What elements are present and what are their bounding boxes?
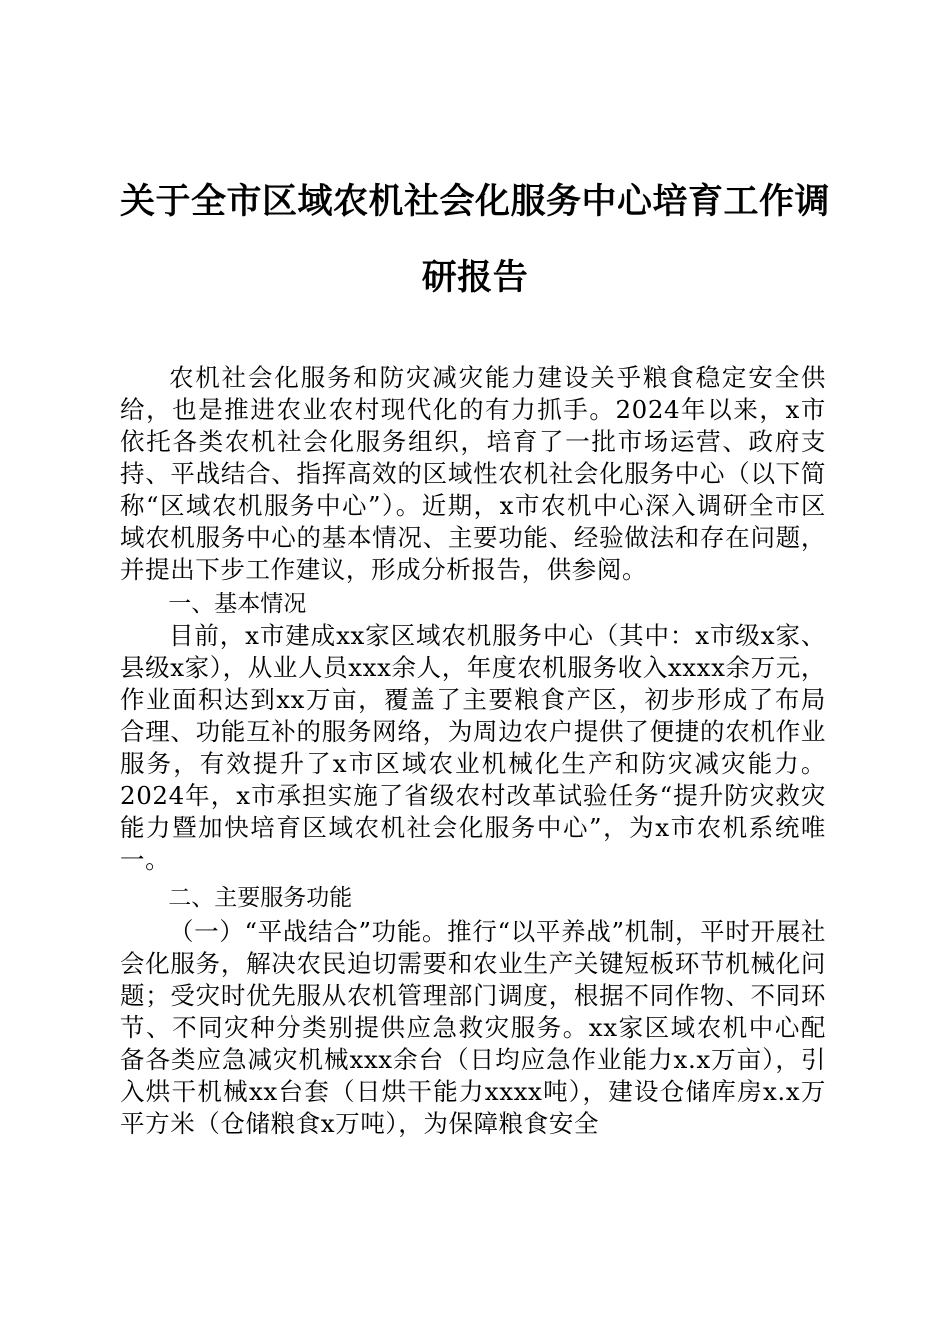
intro-paragraph: 农机社会化服务和防灾减灾能力建设关乎粮食稳定安全供给，也是推进农业农村现代化的有力抓手。2024年以来，x市依托各类农机社会化服务组织，培育了一批市场运营、政府支持、平战结合、指挥高效的区域性农机社会化服务中心（以下简称“区域农机服务中心”）。近期，x市农机中心深入调研全市区域农机服务中心的基本情况、主要功能、经验做法和存在问题，并提出下步工作建议，形成分析报告，供参阅。 [120, 363, 826, 584]
section-heading-basic-situation: 一、基本情况 [168, 591, 307, 617]
main-functions-paragraph: （一）“平战结合”功能。推行“以平养战”机制，平时开展社会化服务，解决农民迫切需要和农业生产关键短板环节机械化问题；受灾时优先服从农机管理部门调度，根据不同作物、不同环节、不同灾种分类别提供应急救灾服务。xx家区域农机中心配备各类应急减灾机械xxx余台（日均应急作业能力x.x万亩），引入烘干机械xx台套（日烘干能力xxxx吨），建设仓储库房x.x万平方米（仓储粮食x万吨），为保障粮食安全 [120, 917, 826, 1138]
document-title: 关于全市区域农机社会化服务中心培育工作调研报告 [119, 182, 830, 298]
document-body [120, 362, 826, 1140]
section-heading-main-functions: 二、主要服务功能 [168, 885, 353, 911]
basic-situation-paragraph: 目前，x市建成xx家区域农机服务中心（其中：x市级x家、县级x家），从业人员xxx余人，年度农机服务收入xxxx余万元，作业面积达到xx万亩，覆盖了主要粮食产区，初步形成了布局合理、功能互补的服务网络，为周边农户提供了便捷的农机作业服务，有效提升了x市区域农业机械化生产和防灾减灾能力。2024年，x市承担实施了省级农村改革试验任务“提升防灾救灾能力暨加快培育区域农机社会化服务中心”，为x市农机系统唯一。 [120, 621, 826, 874]
